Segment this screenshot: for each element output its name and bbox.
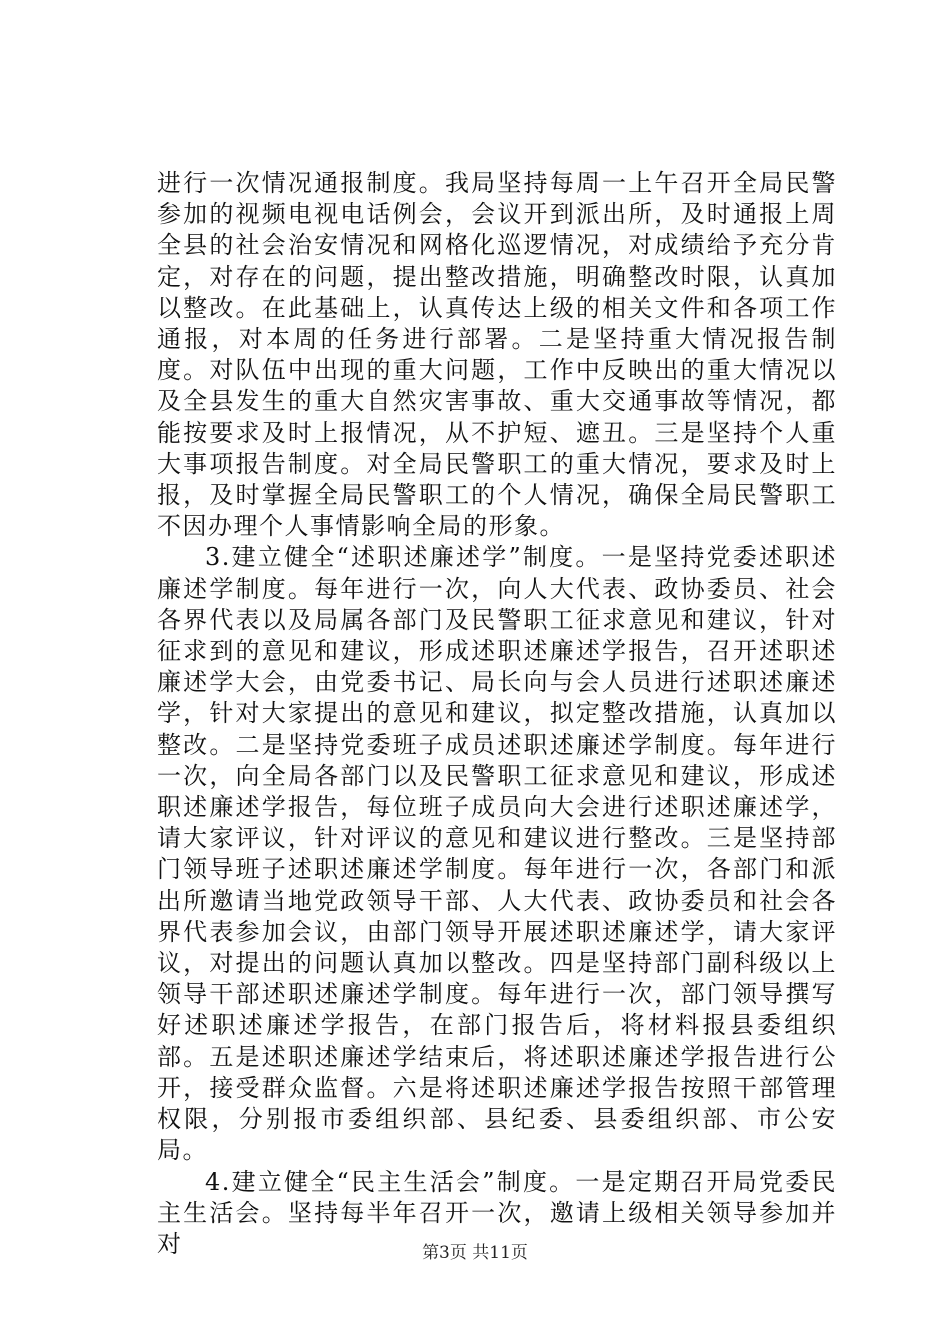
paragraph-reporting-system: 进行一次情况通报制度。我局坚持每周一上午召开全局民警参加的视频电视电话例会，会议开到派出所，及时通报上周全县的社会治安情况和网格化巡逻情况，对成绩给予充分肯定，对存在的问题，提出整改措施，明确整改时限，认真加以整改。在此基础上，认真传达上级的相关文件和各项工作通报，对本周的任务进行部署。二是坚持重大情况报告制度。对队伍中出现的重大问题，工作中反映出的重大情况以及全县发生的重大自然灾害事故、重大交通事故等情况，都能按要求及时上报情况，从不护短、遮丑。三是坚持个人重大事项报告制度。对全局民警职工的重大情况，要求及时上报，及时掌握全局民警职工的个人情况，确保全局民警职工不因办理个人事情影响全局的形象。	[157, 169, 837, 541]
paragraph-democratic-life-meeting: 4.建立健全“民主生活会”制度。一是定期召开局党委民主生活会。坚持每半年召开一次，邀请上级相关领导参加并对	[157, 1167, 837, 1258]
document-body	[157, 168, 837, 1260]
paragraph-report-duties-system: 3.建立健全“述职述廉述学”制度。一是坚持党委述职述廉述学制度。每年进行一次，向人大代表、政协委员、社会各界代表以及局属各部门及民警职工征求意见和建议，针对征求到的意见和建议，形成述职述廉述学报告，召开述职述廉述学大会，由党委书记、局长向与会人员进行述职述廉述学，针对大家提出的意见和建议，拟定整改措施，认真加以整改。二是坚持党委班子成员述职述廉述学制度。每年进行一次，向全局各部门以及民警职工征求意见和建议，形成述职述廉述学报告，每位班子成员向大会进行述职述廉述学，请大家评议，针对评议的意见和建议进行整改。三是坚持部门领导班子述职述廉述学制度。每年进行一次，各部门和派出所邀请当地党政领导干部、人大代表、政协委员和社会各界代表参加会议，由部门领导开展述职述廉述学，请大家评议，对提出的问题认真加以整改。四是坚持部门副科级以上领导干部述职述廉述学制度。每年进行一次，部门领导撰写好述职述廉述学报告，在部门报告后，将材料报县委组织部。五是述职述廉述学结束后，将述职述廉述学报告进行公开，接受群众监督。六是将述职述廉述学报告按照干部管理权限，分别报市委组织部、县纪委、县委组织部、市公安局。	[157, 543, 837, 1165]
page-number-footer: 第3页 共11页	[422, 1243, 528, 1263]
